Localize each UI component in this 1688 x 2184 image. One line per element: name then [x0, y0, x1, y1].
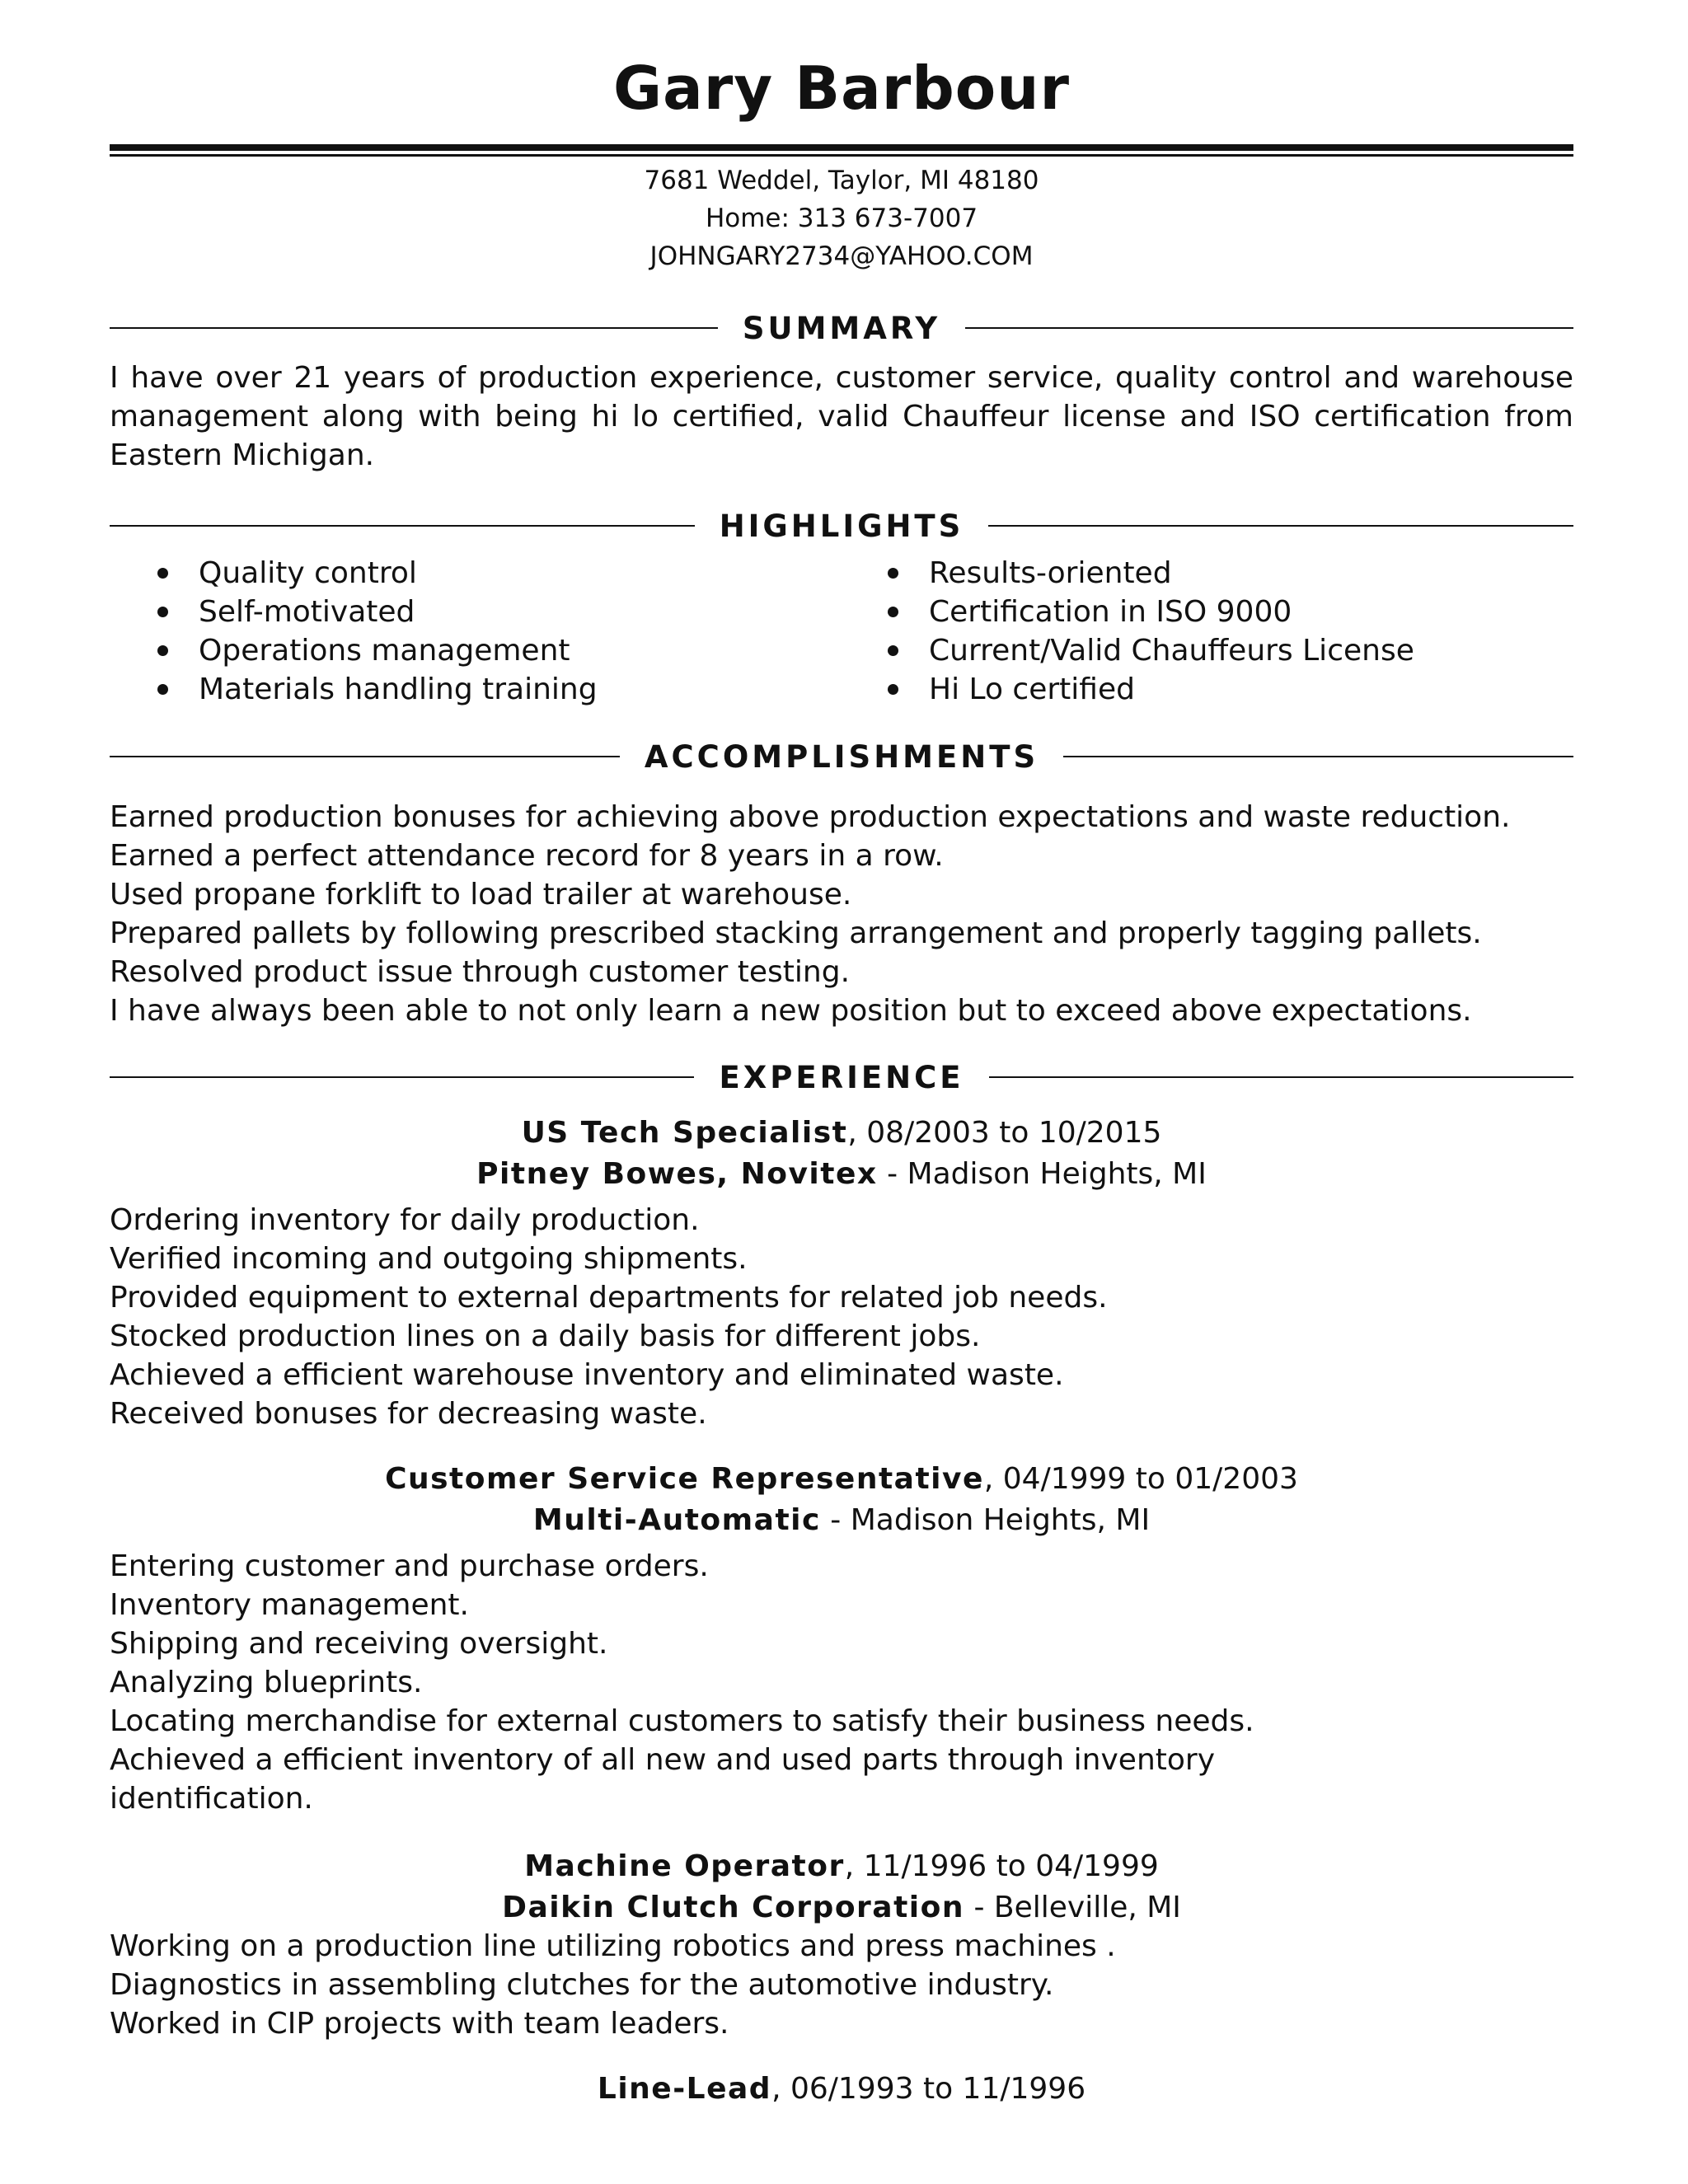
summary-heading	[110, 312, 1573, 344]
highlight-item: Certification in ISO 9000	[840, 593, 1414, 631]
highlights-left-column	[110, 554, 598, 709]
job-title: Customer Service Representative	[385, 1462, 984, 1496]
duty-item: Entering customer and purchase orders.	[110, 1549, 709, 1583]
job-duties	[110, 1201, 1573, 1433]
duty-item: Achieved a efficient inventory of all new and used parts through inventory	[110, 1743, 1215, 1777]
accomplishments-heading	[110, 740, 1573, 773]
job-title-line	[110, 1113, 1573, 1154]
contact-block	[110, 162, 1573, 275]
bullet-icon	[888, 645, 898, 656]
phone: Home: 313 673-7007	[705, 204, 978, 233]
duty-item: Provided equipment to external departments for related job needs.	[110, 1281, 1108, 1315]
job-duties	[110, 1927, 1573, 2043]
job-company-line	[110, 1887, 1573, 1929]
accomplishment-item: Earned production bonuses for achieving above production expectations and waste reduction.	[110, 800, 1511, 834]
duty-item: Inventory management.	[110, 1588, 469, 1622]
bullet-icon	[157, 568, 168, 579]
highlights-right-column	[840, 554, 1414, 709]
header-rule-thick	[110, 144, 1573, 151]
candidate-name: Gary Barbour	[613, 54, 1070, 123]
heading-rule-left	[110, 525, 695, 527]
job-title: US Tech Specialist	[521, 1116, 848, 1150]
job-title-line	[110, 1846, 1573, 1887]
accomplishments-list	[110, 798, 1573, 1030]
accomplishment-item: Used propane forklift to load trailer at warehouse.	[110, 878, 852, 912]
duty-item: Received bonuses for decreasing waste.	[110, 1397, 707, 1431]
accomplishment-item: Earned a perfect attendance record for 8 years in a row.	[110, 839, 944, 873]
bullet-icon	[888, 568, 898, 579]
heading-rule-right	[1063, 756, 1573, 757]
duty-item: Worked in CIP projects with team leaders.	[110, 2007, 729, 2041]
job-company: Multi-Automatic	[532, 1503, 821, 1537]
duty-item: Analyzing blueprints.	[110, 1666, 423, 1699]
heading-rule-left	[110, 327, 718, 329]
job-title-line	[110, 2069, 1573, 2110]
accomplishment-item: Resolved product issue through customer testing.	[110, 955, 851, 989]
job-dates: , 11/1996 to 04/1999	[844, 1849, 1159, 1883]
duty-item: Verified incoming and outgoing shipments.	[110, 1242, 748, 1276]
experience-heading	[110, 1061, 1573, 1094]
highlight-item: Operations management	[110, 631, 598, 670]
section-title: EXPERIENCE	[719, 1059, 964, 1095]
duty-item: identification.	[110, 1782, 313, 1816]
duty-item: Working on a production line utilizing robotics and press machines .	[110, 1929, 1116, 1963]
job-location: - Belleville, MI	[964, 1891, 1181, 1924]
header-rule-thin	[110, 154, 1573, 157]
heading-rule-right	[988, 525, 1573, 527]
duty-item: Ordering inventory for daily production.	[110, 1203, 700, 1237]
duty-item: Achieved a efficient warehouse inventory and eliminated waste.	[110, 1358, 1064, 1392]
highlight-item: Quality control	[110, 554, 598, 593]
highlight-item: Self-motivated	[110, 593, 598, 631]
accomplishment-item: I have always been able to not only learn a new position but to exceed above expectations.	[110, 994, 1472, 1028]
job-company: Daikin Clutch Corporation	[502, 1891, 965, 1924]
bullet-icon	[157, 645, 168, 656]
accomplishment-item: Prepared pallets by following prescribed stacking arrangement and properly tagging pallets.	[110, 916, 1482, 950]
highlights-heading	[110, 509, 1573, 542]
job-dates: , 06/1993 to 11/1996	[771, 2072, 1086, 2106]
job-location: - Madison Heights, MI	[877, 1157, 1207, 1191]
section-title: SUMMARY	[742, 310, 941, 346]
address: 7681 Weddel, Taylor, MI 48180	[644, 166, 1039, 195]
job-company-line	[110, 1500, 1573, 1541]
summary-text: I have over 21 years of production experience, customer service, quality control and warehouse management along with being hi lo certified, valid Chauffeur license and ISO certification from Eastern Michigan.	[110, 361, 1573, 472]
heading-rule-left	[110, 1076, 694, 1078]
highlight-item: Current/Valid Chauffeurs License	[840, 631, 1414, 670]
email: JOHNGARY2734@YAHOO.COM	[649, 241, 1034, 271]
bullet-icon	[157, 684, 168, 695]
job-dates: , 08/2003 to 10/2015	[847, 1116, 1162, 1150]
job-title: Line-Lead	[597, 2072, 772, 2106]
highlight-item: Results-oriented	[840, 554, 1414, 593]
job-dates: , 04/1999 to 01/2003	[983, 1462, 1298, 1496]
job-location: - Madison Heights, MI	[820, 1503, 1151, 1537]
heading-rule-left	[110, 756, 620, 757]
highlight-item: Materials handling training	[110, 670, 598, 709]
bullet-icon	[157, 607, 168, 617]
job-company: Pitney Bowes, Novitex	[476, 1157, 878, 1191]
bullet-icon	[888, 684, 898, 695]
section-title: HIGHLIGHTS	[719, 508, 964, 544]
job-title-line	[110, 1459, 1573, 1500]
job-title: Machine Operator	[524, 1849, 845, 1883]
heading-rule-right	[989, 1076, 1573, 1078]
duty-item: Diagnostics in assembling clutches for the automotive industry.	[110, 1968, 1054, 2002]
duty-item: Shipping and receiving oversight.	[110, 1627, 608, 1661]
job-company-line	[110, 1154, 1573, 1195]
duty-item: Locating merchandise for external customers to satisfy their business needs.	[110, 1704, 1254, 1738]
duty-item: Stocked production lines on a daily basis for different jobs.	[110, 1319, 981, 1353]
section-title: ACCOMPLISHMENTS	[644, 738, 1039, 775]
bullet-icon	[888, 607, 898, 617]
job-duties	[110, 1547, 1573, 1818]
highlight-item: Hi Lo certified	[840, 670, 1414, 709]
heading-rule-right	[965, 327, 1573, 329]
